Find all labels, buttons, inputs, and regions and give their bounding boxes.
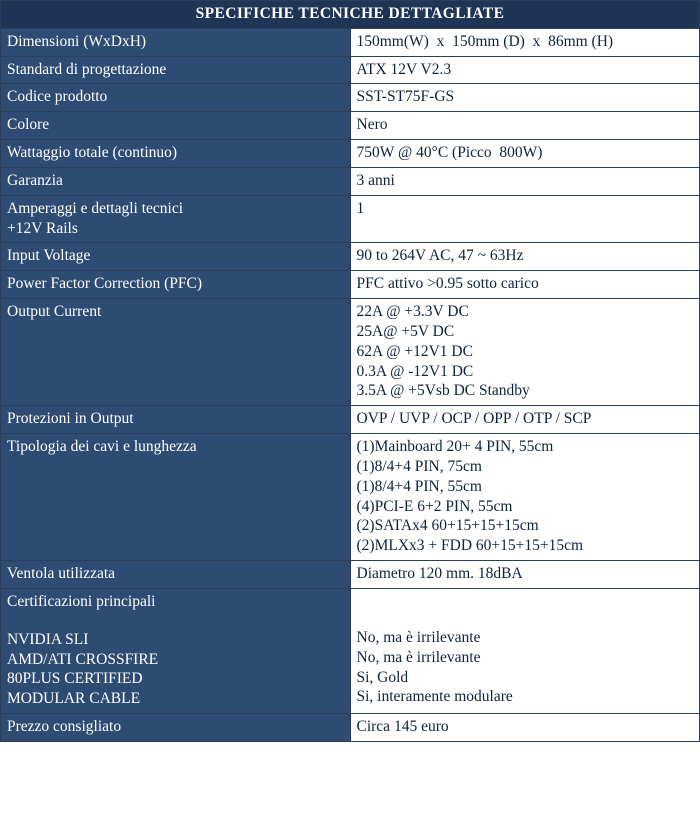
row-label-line: MODULAR CABLE	[7, 690, 141, 708]
row-value-line: Si, Gold	[356, 668, 409, 686]
table-row	[1, 84, 700, 112]
table-row	[1, 140, 700, 168]
row-label-line	[7, 612, 344, 630]
row-value-line: (1)8/4+4 PIN, 75cm	[356, 457, 482, 475]
row-label-lines	[7, 143, 344, 163]
row-label-line: Codice prodotto	[7, 88, 108, 106]
row-label-line: Ventola utilizzata	[7, 565, 116, 583]
row-value	[350, 243, 700, 271]
row-label-line: Power Factor Correction (PFC)	[7, 275, 203, 293]
row-label-lines	[7, 60, 344, 80]
row-value-line: 150mm(W) x 150mm (D) x 86mm (H)	[356, 32, 614, 50]
row-value	[350, 28, 700, 56]
row-label	[1, 140, 351, 168]
row-value-lines	[357, 32, 694, 52]
row-label	[1, 112, 351, 140]
row-label	[1, 28, 351, 56]
row-label	[1, 588, 351, 713]
row-label-line: Certificazioni principali	[7, 592, 156, 610]
row-value-line: 25A@ +5V DC	[356, 322, 455, 340]
row-value-line: (1)8/4+4 PIN, 55cm	[356, 477, 482, 495]
row-value-line: Nero	[356, 116, 388, 134]
row-label-line: Garanzia	[7, 171, 63, 189]
row-value-lines	[357, 246, 694, 266]
row-label-line: Colore	[7, 116, 50, 134]
row-value-lines	[357, 592, 694, 707]
table-row	[1, 243, 700, 271]
table-title-row	[1, 1, 700, 29]
row-value-lines	[357, 302, 694, 401]
table-row	[1, 406, 700, 434]
row-value	[350, 84, 700, 112]
row-label-line: AMD/ATI CROSSFIRE	[7, 650, 159, 668]
row-label	[1, 714, 351, 742]
row-value-line: OVP / UVP / OCP / OPP / OTP / SCP	[356, 410, 592, 428]
row-value	[350, 714, 700, 742]
row-value	[350, 588, 700, 713]
row-label	[1, 299, 351, 406]
row-value-line: 3 anni	[356, 171, 395, 189]
row-value-lines	[357, 437, 694, 556]
row-value-lines	[357, 60, 694, 80]
row-label	[1, 271, 351, 299]
row-label-lines	[7, 302, 344, 322]
row-label-lines	[7, 564, 344, 584]
table-row	[1, 112, 700, 140]
row-label-line: Tipologia dei cavi e lunghezza	[7, 438, 197, 456]
table-body	[1, 1, 700, 29]
row-value-line: (2)SATAx4 60+15+15+15cm	[356, 517, 539, 535]
row-value-lines	[357, 409, 694, 429]
row-value	[350, 299, 700, 406]
row-label-line: NVIDIA SLI	[7, 630, 89, 648]
row-label	[1, 84, 351, 112]
row-label-lines	[7, 199, 344, 239]
row-value-line: Si, interamente modulare	[356, 688, 513, 706]
row-label	[1, 56, 351, 84]
row-value-line: 90 to 264V AC, 47 ~ 63Hz	[356, 247, 524, 265]
row-label	[1, 195, 351, 243]
table-row	[1, 56, 700, 84]
row-label-lines	[7, 717, 344, 737]
row-label-lines	[7, 115, 344, 135]
row-value-lines	[357, 115, 694, 135]
table-row	[1, 271, 700, 299]
row-label-lines	[7, 32, 344, 52]
table-row	[1, 588, 700, 713]
row-label	[1, 561, 351, 589]
row-label-lines	[7, 171, 344, 191]
row-value-line: (2)MLXx3 + FDD 60+15+15+15cm	[356, 537, 584, 555]
table-row	[1, 434, 700, 561]
row-value-lines	[357, 143, 694, 163]
row-value	[350, 406, 700, 434]
bottom-spacer	[0, 742, 700, 752]
row-label-lines	[7, 592, 344, 709]
row-label-line: Output Current	[7, 303, 102, 321]
row-label-line: Standard di progettazione	[7, 60, 167, 78]
table-row	[1, 167, 700, 195]
row-value-line: No, ma è irrilevante	[356, 648, 481, 666]
table-row	[1, 299, 700, 406]
row-value-lines	[357, 717, 694, 737]
row-label-line: +12V Rails	[7, 219, 78, 237]
row-value-line: 750W @ 40°C (Picco 800W)	[356, 144, 543, 162]
row-value-lines	[357, 274, 694, 294]
row-label-lines	[7, 274, 344, 294]
page-title: SPECIFICHE TECNICHE DETTAGLIATE	[1, 1, 700, 29]
row-label	[1, 243, 351, 271]
row-value-line: 3.5A @ +5Vsb DC Standby	[356, 382, 530, 400]
row-label-line: Dimensioni (WxDxH)	[7, 32, 147, 50]
row-label-line: Amperaggi e dettagli tecnici	[7, 199, 184, 217]
row-label-line: Prezzo consigliato	[7, 718, 122, 736]
row-value-line: 62A @ +12V1 DC	[356, 342, 473, 360]
row-value-line: 0.3A @ -12V1 DC	[356, 362, 474, 380]
row-value-line: No, ma è irrilevante	[356, 628, 481, 646]
table-row	[1, 195, 700, 243]
row-value-line	[357, 592, 694, 610]
row-value-line: (4)PCI-E 6+2 PIN, 55cm	[356, 497, 513, 515]
row-label	[1, 167, 351, 195]
row-label-lines	[7, 437, 344, 457]
row-label-lines	[7, 409, 344, 429]
row-value-line	[357, 610, 694, 628]
row-value-lines	[357, 87, 694, 107]
row-label-lines	[7, 87, 344, 107]
row-value-line: SST-ST75F-GS	[356, 88, 455, 106]
row-value-line: PFC attivo >0.95 sotto carico	[356, 275, 539, 293]
row-value-line: 22A @ +3.3V DC	[356, 303, 469, 321]
row-value	[350, 167, 700, 195]
table-row	[1, 714, 700, 742]
row-label-lines	[7, 246, 344, 266]
row-value	[350, 561, 700, 589]
row-value-line: (1)Mainboard 20+ 4 PIN, 55cm	[356, 438, 554, 456]
row-value	[350, 56, 700, 84]
row-value-line: Circa 145 euro	[356, 718, 449, 736]
table-row	[1, 561, 700, 589]
row-label-line: Input Voltage	[7, 247, 91, 265]
row-label	[1, 434, 351, 561]
row-value-line: 1	[356, 199, 365, 217]
row-value-line: ATX 12V V2.3	[356, 60, 452, 78]
row-value-lines	[357, 199, 694, 219]
row-value	[350, 434, 700, 561]
table-row	[1, 28, 700, 56]
row-label	[1, 406, 351, 434]
row-label-line: Protezioni in Output	[7, 410, 134, 428]
row-value	[350, 271, 700, 299]
table-rows	[1, 28, 700, 741]
row-label-line: 80PLUS CERTIFIED	[7, 670, 143, 688]
row-value-lines	[357, 564, 694, 584]
row-value	[350, 195, 700, 243]
row-value	[350, 140, 700, 168]
row-value-line: Diametro 120 mm. 18dBA	[356, 565, 523, 583]
row-label-line: Wattaggio totale (continuo)	[7, 144, 178, 162]
row-value-lines	[357, 171, 694, 191]
row-value	[350, 112, 700, 140]
